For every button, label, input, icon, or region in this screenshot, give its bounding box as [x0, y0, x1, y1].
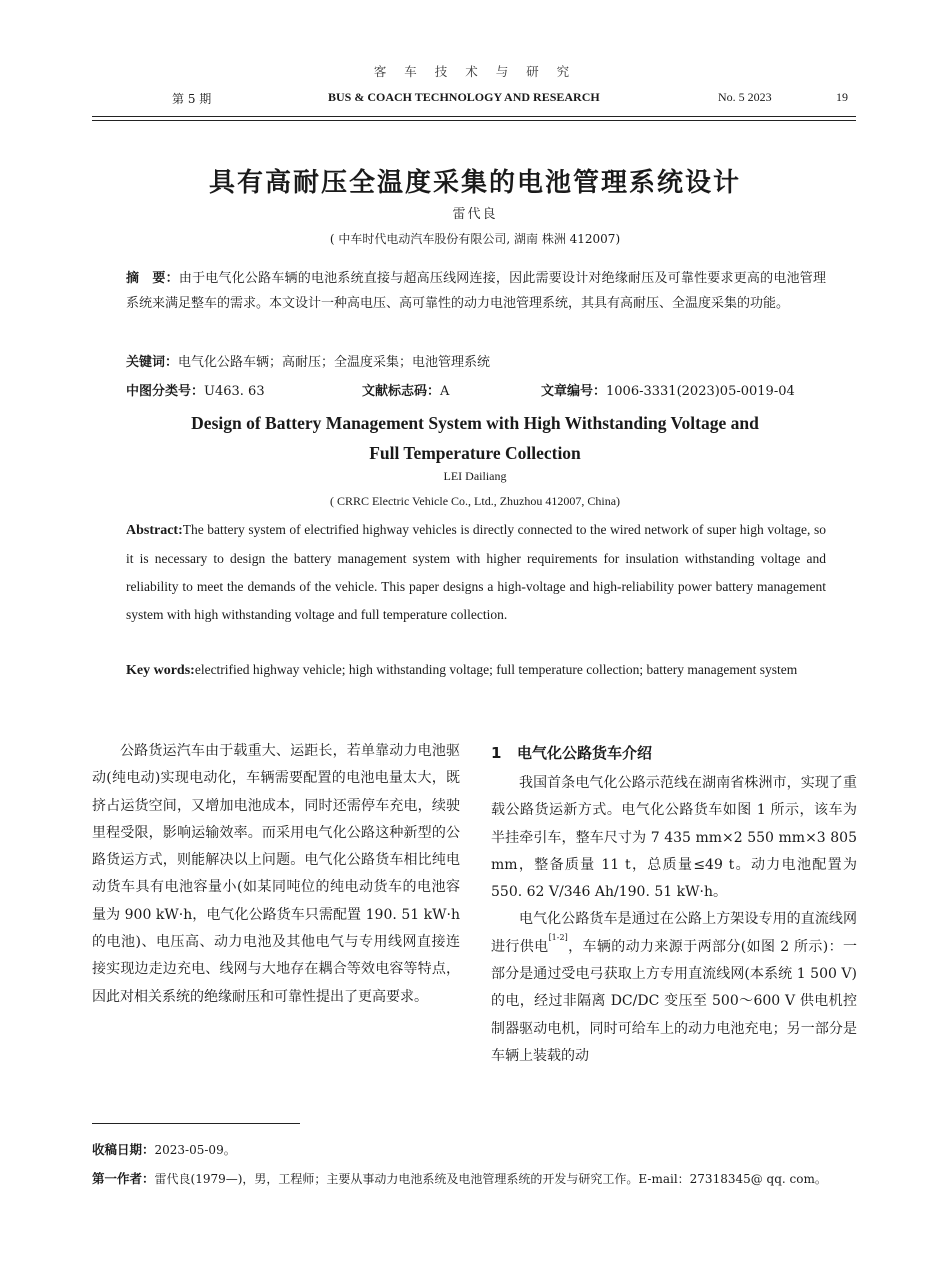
article-title-en-line2: Full Temperature Collection [369, 443, 581, 463]
abstract-cn-label: 摘 要： [126, 271, 179, 286]
issue-number-en: No. 5 2023 [718, 90, 772, 104]
article-title-en [0, 408, 950, 468]
abstract-en [126, 516, 826, 629]
journal-title-en: BUS & COACH TECHNOLOGY AND RESEARCH [328, 90, 600, 104]
received-label: 收稿日期： [92, 1142, 155, 1157]
citation-superscript: [1-2] [548, 932, 568, 942]
keywords-cn-text: 电气化公路车辆；高耐压；全温度采集；电池管理系统 [178, 355, 491, 370]
section-paragraph-2-part2: ，车辆的动力来源于两部分(如图 2 所示)：一部分是通过受电弓获取上方专用直流线网(本系统 1 500 V)的电，经过非隔离 DC/DC 变压至 500～600 V 供电机控制器驱动电机，同时可给车上的动力电池充电；另一部分是车辆上装载的动 [491, 938, 857, 1064]
page-number: 19 [836, 90, 848, 104]
journal-title-cn: 客 车 技 术 与 研 究 [373, 64, 577, 79]
header-rule-thick [92, 116, 856, 117]
document-code [362, 380, 449, 399]
document-code-value: A [440, 384, 450, 399]
footnote-received [92, 1140, 858, 1158]
section-paragraph-2 [491, 906, 857, 1070]
author-en: LEI Dailiang [443, 469, 507, 483]
intro-paragraph: 公路货运汽车由于载重大、运距长，若单靠动力电池驱动(纯电动)实现电动化，车辆需要配置的电池电量太大，既挤占运货空间，又增加电池成本，同时还需停车充电，续驶里程受限，影响运输效率。而采用电气化公路这种新型的公路货运方式，则能解决以上问题。电气化公路货车相比纯电动货车具有电池容量小(如某同吨位的纯电动货车的电池容量为 900 kW·h，电气化公路货车只需配置 190. 51 kW·h 的电池)、电压高、动力电池及其他电气与专用线网直接连接实现边走边充电、线网与大地存在耦合等效电容等特点，因此对相关系统的绝缘耐压和可靠性提出了更高要求。 [92, 743, 460, 1005]
footnote-rule [92, 1123, 300, 1124]
header-rule-thin [92, 120, 856, 121]
section-number: 1 [491, 744, 502, 762]
section-paragraph-1: 我国首条电气化公路示范线在湖南省株洲市，实现了重载公路货运新方式。电气化公路货车如图 1 所示，该车为半挂牵引车，整车尺寸为 7 435 mm×2 550 mm×3 805 mm，整备质量 11 t，总质量≤49 t。动力电池配置为 550. 62 V/346 Ah/190. 51 kW·h。 [491, 775, 857, 901]
clc-number [126, 380, 265, 399]
section-heading [491, 738, 857, 768]
first-author-text: 雷代良(1979—)，男，工程师；主要从事动力电池系统及电池管理系统的开发与研究工作。E-mail：27318345@ qq. com。 [154, 1172, 827, 1186]
affiliation-en: ( CRRC Electric Vehicle Co., Ltd., Zhuzhou 412007, China) [329, 494, 621, 508]
abstract-cn [126, 266, 826, 316]
keywords-en-label: Key words: [126, 663, 195, 678]
abstract-en-label: Abstract: [126, 523, 183, 538]
document-code-label: 文献标志码： [362, 384, 441, 399]
body-right-column [491, 738, 857, 1070]
article-number-value: 1006-3331(2023)05-0019-04 [606, 384, 795, 399]
section-title: 电气化公路货车介绍 [517, 744, 653, 762]
first-author-label: 第一作者： [92, 1171, 155, 1186]
article-title-en-line1: Design of Battery Management System with High Withstanding Voltage and [191, 413, 759, 433]
footnote-author [92, 1166, 858, 1192]
clc-label: 中图分类号： [126, 384, 205, 399]
received-date: 2023-05-09。 [154, 1143, 236, 1157]
clc-value: U463. 63 [204, 384, 265, 399]
section-paragraph-2-part1: 电气化公路货车是通过在公路上方架设专用的直流线网进行供电 [491, 911, 857, 955]
keywords-cn [126, 351, 826, 370]
affiliation-cn: ( 中车时代电动汽车股份有限公司, 湖南 株洲 412007) [329, 232, 621, 246]
keywords-en [126, 656, 826, 685]
author-cn: 雷代良 [452, 207, 498, 222]
article-number [541, 380, 795, 399]
issue-number-cn: 第 5 期 [172, 92, 212, 106]
abstract-en-text: The battery system of electrified highway vehicles is directly connected to the wired network of super high voltage, so it is necessary to design the battery management system with higher requirements for insulation withstanding voltage and reliability to meet the demands of the vehicle. This paper designs a high-voltage and high-reliability power battery management system with high withstanding voltage and full temperature collection. [126, 522, 826, 622]
body-left-column [92, 738, 460, 1011]
keywords-cn-label: 关键词： [126, 355, 179, 370]
abstract-cn-text: 由于电气化公路车辆的电池系统直接与超高压线网连接，因此需要设计对绝缘耐压及可靠性要求更高的电池管理系统来满足整车的需求。本文设计一种高电压、高可靠性的动力电池管理系统，其具有高耐压、全温度采集的功能。 [126, 271, 826, 311]
article-title-cn: 具有高耐压全温度采集的电池管理系统设计 [208, 168, 741, 198]
article-number-label: 文章编号： [541, 384, 607, 399]
keywords-en-text: electrified highway vehicle; high withstanding voltage; full temperature collection; battery management system [194, 662, 798, 677]
